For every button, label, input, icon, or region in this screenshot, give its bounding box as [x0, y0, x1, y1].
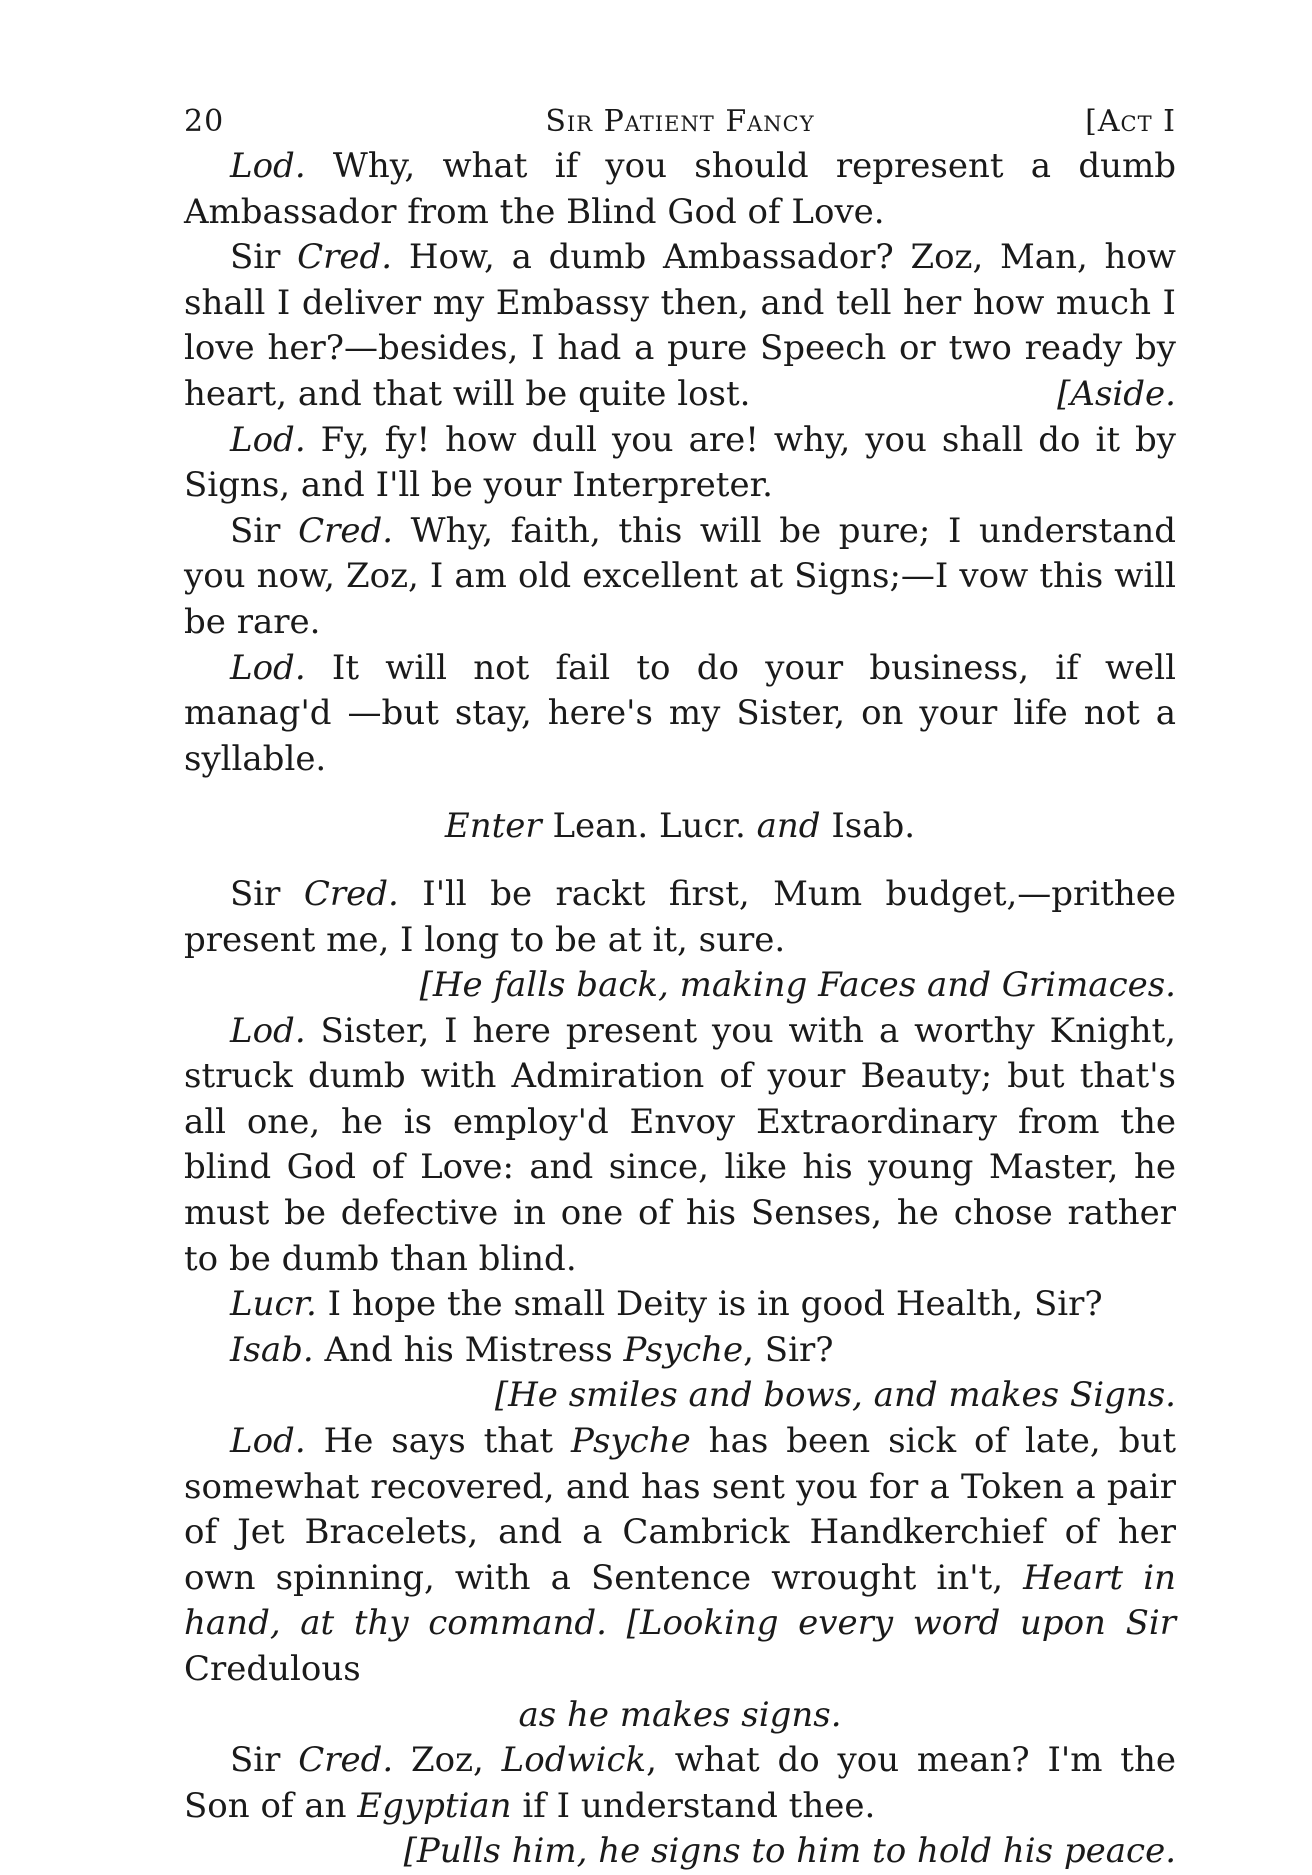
- speech-credulous-4: Sir Cred. Zoz, Lodwick, what do you mean? I'm the Son of an Egyptian if I understand thee.: [184, 1740, 1176, 1826]
- speaker: Cred.: [297, 237, 393, 278]
- speech-lodwick-3: Lod. It will not fail to do your business, if well manag'd —but stay, here's my Sister, on your life not a syllable.: [184, 647, 1176, 779]
- stage-direction-1: [He falls back, making Faces and Grimaces.: [419, 965, 1176, 1006]
- stage-direction-4: [Pulls him, he signs to him to hold his peace.: [403, 1831, 1176, 1872]
- speaker: Isab.: [230, 1329, 314, 1370]
- speech-lodwick-2: Lod. Fy, fy! how dull you are! why, you shall do it by Signs, and I'll be your Interpreter.: [184, 419, 1176, 506]
- speech-lodwick-1: Lod. Why, what if you should represent a dumb Ambassador from the Blind God of Love.: [184, 146, 1176, 232]
- speaker: Cred.: [303, 873, 399, 914]
- stage-direction-3: as he makes signs.: [518, 1694, 842, 1735]
- speech-credulous-1: Sir Cred. How, a dumb Ambassador? Zoz, Man, how shall I deliver my Embassy then, and tell her how much I love her?—besides, I had a pure Speech or two ready by heart, and that will be quite lost. [Aside.: [184, 235, 1176, 417]
- speech-credulous-2: Sir Cred. Why, faith, this will be pure; I understand you now, Zoz, I am old excellent at Signs;—I vow this will be rare.: [184, 510, 1176, 642]
- speech-lucretia: Lucr. I hope the small Deity is in good Health, Sir?: [230, 1284, 1103, 1325]
- stage-direction-aside: [Aside.: [1057, 373, 1176, 414]
- speaker: Lod.: [230, 146, 306, 186]
- speaker: Lod.: [230, 419, 306, 460]
- speech-lodwick-5: Lod. He says that Psyche has been sick of late, but somewhat recovered, and has sent you for a Token a pair of Jet Bracelets, and a Cambrick Handkerchief of her own spinning, with a Sentence wrought in't, Heart in hand, at thy command. [Looking every word upon Sir Credulous: [184, 1421, 1176, 1689]
- page-number: 20: [184, 104, 225, 139]
- speech-credulous-3: Sir Cred. I'll be rackt first, Mum budget,—prithee present me, I long to be at it, sure.: [184, 873, 1176, 960]
- speaker: Lod.: [230, 1010, 306, 1051]
- speaker: Cred.: [298, 510, 394, 551]
- speaker: Lod.: [230, 647, 306, 688]
- speaker: Lucr.: [230, 1284, 317, 1325]
- speech-isabella: Isab. And his Mistress Psyche, Sir?: [230, 1329, 834, 1370]
- stage-direction-2: [He smiles and bows, and makes Signs.: [494, 1375, 1176, 1416]
- running-head: [184, 100, 1176, 144]
- running-title: Sir Patient Fancy: [545, 104, 815, 139]
- spacer: [184, 850, 1176, 872]
- speaker: Lod.: [230, 1421, 306, 1462]
- play-text: [184, 144, 1176, 1875]
- speaker: Cred.: [298, 1740, 394, 1781]
- spacer: [184, 782, 1176, 804]
- book-page: [184, 100, 1176, 1875]
- speech-lodwick-4: Lod. Sister, I here present you with a worthy Knight, struck dumb with Admiration of your Beauty; but that's all one, he is employ'd Envoy Extraordinary from the blind God of Love: and since, like his young Master, he must be defective in one of his Senses, he chose rather to be dumb than blind.: [184, 1010, 1176, 1279]
- stage-direction-enter: Enter Lean. Lucr. and Isab.: [444, 806, 916, 847]
- act-marker: [Act I: [1085, 104, 1176, 139]
